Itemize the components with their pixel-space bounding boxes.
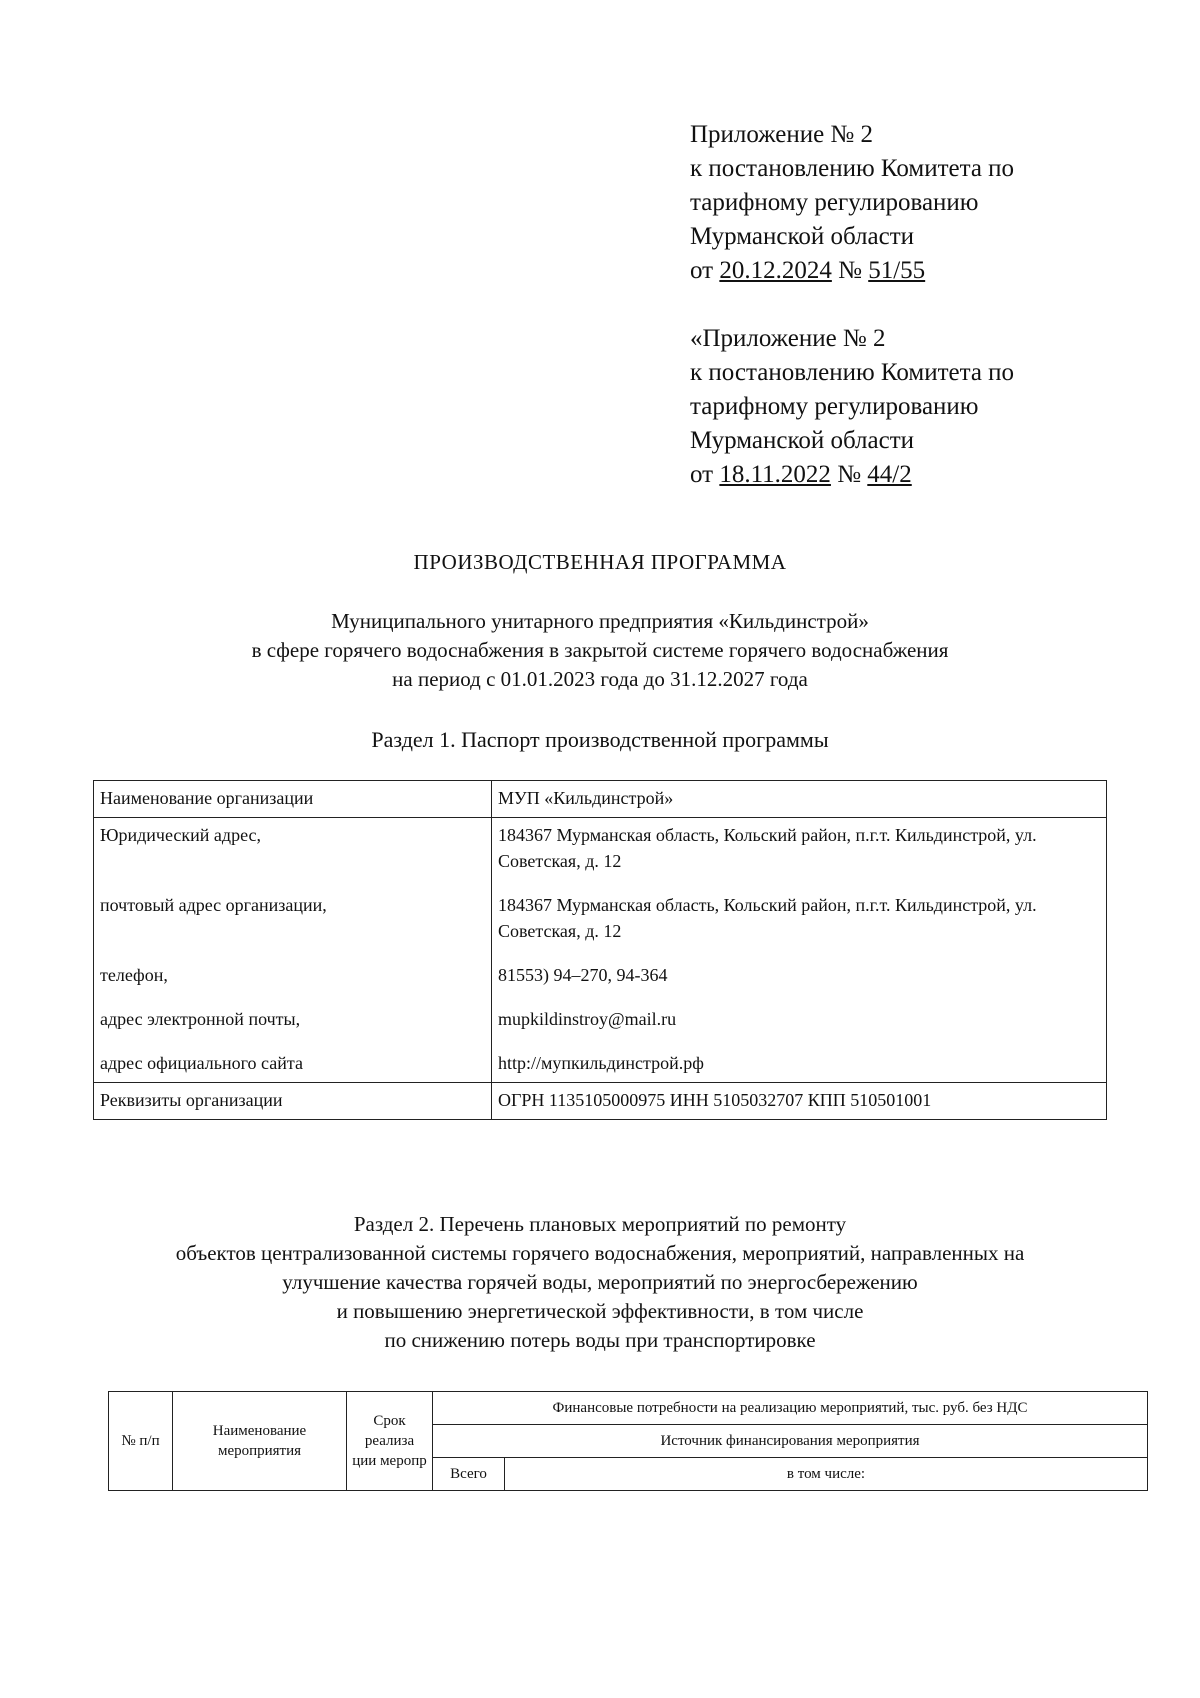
- appendix-date: 18.11.2022: [719, 461, 831, 488]
- appendix-current: [690, 118, 1110, 288]
- header-source: Источник финансирования мероприятия: [433, 1425, 1148, 1458]
- header-finance: Финансовые потребности на реализацию мероприятий, тыс. руб. без НДС: [433, 1392, 1148, 1425]
- number-sign: №: [837, 461, 862, 488]
- row-label: почтовый адрес организации,: [94, 888, 492, 958]
- header-name: Наименование мероприятия: [173, 1392, 347, 1491]
- header-total: Всего: [433, 1458, 505, 1491]
- section2-line: Раздел 2. Перечень плановых мероприятий по ремонту: [353, 1212, 847, 1236]
- header-including: в том числе:: [505, 1458, 1148, 1491]
- appendix-number: 44/2: [867, 461, 912, 488]
- table-row: [94, 888, 1107, 958]
- appendix-line: Мурманской области: [690, 223, 915, 250]
- section2-line: и повышению энергетической эффективности, в том числе: [336, 1299, 864, 1323]
- header-num: № п/п: [109, 1392, 173, 1491]
- row-value: 184367 Мурманская область, Кольский район, п.г.т. Кильдинстрой, ул. Советская, д. 12: [492, 888, 1107, 958]
- appendix-line: Мурманской области: [690, 427, 915, 454]
- appendix-line: «Приложение № 2: [690, 325, 886, 352]
- subtitle-line: в сфере горячего водоснабжения в закрытой системе горячего водоснабжения: [251, 638, 949, 662]
- row-label: Реквизиты организации: [94, 1083, 492, 1120]
- row-value[interactable]: mupkildinstroy@mail.ru: [492, 1002, 1107, 1046]
- table-row: [94, 1002, 1107, 1046]
- row-value: 184367 Мурманская область, Кольский район, п.г.т. Кильдинстрой, ул. Советская, д. 12: [492, 818, 1107, 889]
- row-label: телефон,: [94, 958, 492, 1002]
- row-value: МУП «Кильдинстрой»: [492, 781, 1107, 818]
- section1-title: Раздел 1. Паспорт производственной программы: [371, 727, 829, 752]
- appendix-line: к постановлению Комитета по: [690, 155, 1015, 182]
- row-label: Юридический адрес,: [94, 818, 492, 889]
- table-row: [94, 1083, 1107, 1120]
- passport-table: [93, 780, 1107, 1120]
- appendix-date-line: [690, 254, 1110, 288]
- table-row: [94, 958, 1107, 1002]
- appendix-line: к постановлению Комитета по: [690, 359, 1015, 386]
- header-term: Срок реализа ции меропр: [347, 1392, 433, 1491]
- appendix-previous: [690, 322, 1110, 492]
- table-row: [94, 1046, 1107, 1083]
- appendix-date-line: [690, 458, 1110, 492]
- number-sign: №: [838, 257, 862, 284]
- from-label: от: [690, 461, 714, 488]
- program-title: ПРОИЗВОДСТВЕННАЯ ПРОГРАММА: [413, 550, 787, 574]
- row-label: адрес электронной почты,: [94, 1002, 492, 1046]
- appendix-number: 51/55: [868, 257, 926, 284]
- appendix-line: тарифному регулированию: [690, 189, 979, 216]
- row-label: Наименование организации: [94, 781, 492, 818]
- appendix-line: Приложение № 2: [690, 121, 874, 148]
- row-value: 81553) 94–270, 94-364: [492, 958, 1107, 1002]
- subtitle-line: Муниципального унитарного предприятия «Кильдинстрой»: [331, 609, 869, 633]
- appendix-line: тарифному регулированию: [690, 393, 979, 420]
- section2-title: [0, 1210, 1200, 1355]
- from-label: от: [690, 257, 714, 284]
- program-subtitle: [0, 607, 1200, 694]
- section2-line: по снижению потерь воды при транспортировке: [384, 1328, 816, 1352]
- section2-line: объектов централизованной системы горячего водоснабжения, мероприятий, направленных на: [175, 1241, 1025, 1265]
- table-header-row: [109, 1392, 1148, 1425]
- measures-table: [108, 1391, 1148, 1491]
- subtitle-line: на период с 01.01.2023 года до 31.12.2027 года: [392, 667, 808, 691]
- table-row: [94, 781, 1107, 818]
- appendix-date: 20.12.2024: [719, 257, 832, 284]
- row-label: адрес официального сайта: [94, 1046, 492, 1083]
- row-value[interactable]: http://мупкильдинстрой.рф: [492, 1046, 1107, 1083]
- table-row: [94, 818, 1107, 889]
- row-value: ОГРН 1135105000975 ИНН 5105032707 КПП 510501001: [492, 1083, 1107, 1120]
- section2-line: улучшение качества горячей воды, мероприятий по энергосбережению: [282, 1270, 918, 1294]
